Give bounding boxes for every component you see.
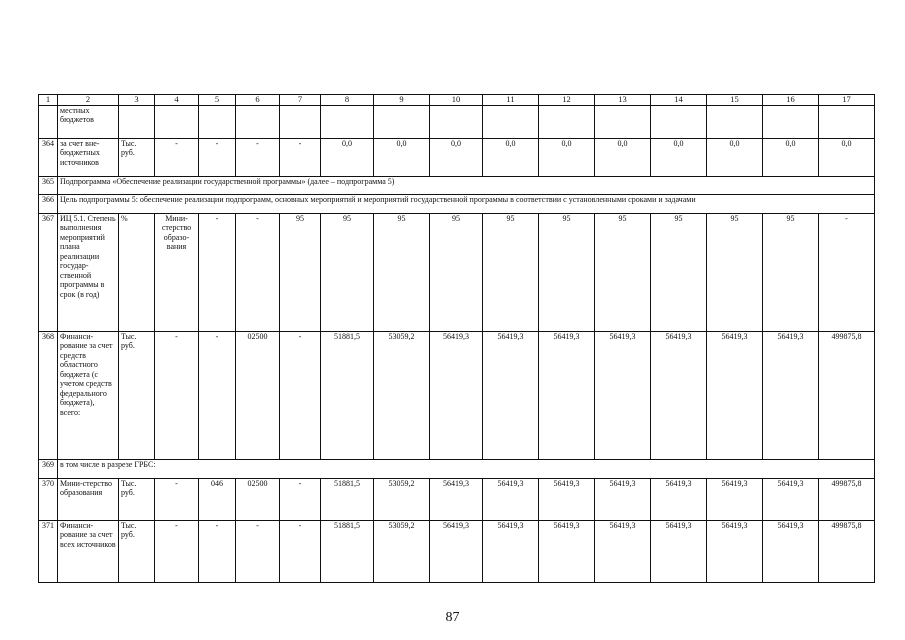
table-cell (374, 105, 430, 138)
row-number: 368 (39, 331, 58, 459)
table-cell: 0,0 (430, 138, 483, 176)
column-header: 2 (58, 95, 119, 106)
column-header: 12 (539, 95, 595, 106)
table-cell: 56419,3 (539, 520, 595, 582)
table-cell (236, 105, 280, 138)
table-cell: - (155, 520, 199, 582)
table-cell: 499875,8 (819, 520, 875, 582)
table-cell: % (119, 213, 155, 331)
table-cell: 95 (374, 213, 430, 331)
table-cell: 0,0 (763, 138, 819, 176)
table-cell: 56419,3 (707, 478, 763, 520)
section-heading: Подпрограмма «Обеспечение реализации государственной программы» (далее – подпрограмма 5) (58, 176, 875, 194)
table-cell: 95 (707, 213, 763, 331)
table-cell (199, 105, 236, 138)
row-number (39, 105, 58, 138)
column-header: 6 (236, 95, 280, 106)
table-cell: - (155, 478, 199, 520)
section-heading: в том числе в разрезе ГРБС: (58, 459, 875, 478)
table-cell: - (280, 331, 321, 459)
table-cell: 56419,3 (763, 520, 819, 582)
table-cell: 95 (321, 213, 374, 331)
indicator-name: ИЦ 5.1. Степень выполнения мероприятий плана реализации государ-ственной программы в срок (в год) (58, 213, 119, 331)
table-cell: 0,0 (651, 138, 707, 176)
column-header: 4 (155, 95, 199, 106)
table-cell: 51881,5 (321, 478, 374, 520)
table-row (39, 138, 875, 176)
data-table (38, 94, 875, 583)
table-cell (483, 105, 539, 138)
table-cell: 51881,5 (321, 331, 374, 459)
column-header: 15 (707, 95, 763, 106)
indicator-name: за счет вне-бюджетных источников (58, 138, 119, 176)
table-cell: 53059,2 (374, 331, 430, 459)
table-cell: 56419,3 (483, 478, 539, 520)
indicator-name: Финанси-рование за счет средств областного бюджета (с учетом средств федерального бюджета), всего: (58, 331, 119, 459)
column-header: 8 (321, 95, 374, 106)
table-row (39, 520, 875, 582)
table-cell: 02500 (236, 478, 280, 520)
table-cell: 95 (595, 213, 651, 331)
table-body (39, 95, 875, 583)
table-cell: Тыс. руб. (119, 520, 155, 582)
table-cell: 56419,3 (483, 520, 539, 582)
table-row (39, 105, 875, 138)
table-cell: - (236, 138, 280, 176)
row-number: 366 (39, 194, 58, 213)
indicator-name: Финанси-рование за счет всех источников (58, 520, 119, 582)
table-cell: - (819, 213, 875, 331)
row-number: 369 (39, 459, 58, 478)
table-row (39, 213, 875, 331)
table-cell: - (199, 331, 236, 459)
table-cell: 95 (430, 213, 483, 331)
table-cell (651, 105, 707, 138)
indicator-name: Мини-стерство образования (58, 478, 119, 520)
table-cell: 56419,3 (651, 520, 707, 582)
column-header: 17 (819, 95, 875, 106)
table-cell: 0,0 (707, 138, 763, 176)
table-cell: 95 (651, 213, 707, 331)
table-row (39, 194, 875, 213)
table-cell: 53059,2 (374, 478, 430, 520)
table-cell: 95 (483, 213, 539, 331)
table-cell: 95 (763, 213, 819, 331)
section-heading: Цель подпрограммы 5: обеспечение реализации подпрограмм, основных мероприятий и мероприятий государственной программы в соответствии с установленными сроками и задачами (58, 194, 875, 213)
table-cell: 046 (199, 478, 236, 520)
column-header: 13 (595, 95, 651, 106)
table-row (39, 459, 875, 478)
table-cell: 0,0 (321, 138, 374, 176)
table-cell (280, 105, 321, 138)
table-cell: 0,0 (539, 138, 595, 176)
table-cell: - (280, 478, 321, 520)
table-cell: 499875,8 (819, 478, 875, 520)
table-cell: 56419,3 (430, 478, 483, 520)
table-cell: 51881,5 (321, 520, 374, 582)
row-number: 365 (39, 176, 58, 194)
table-cell: 56419,3 (595, 331, 651, 459)
table-cell: 56419,3 (651, 478, 707, 520)
table-cell: 56419,3 (430, 331, 483, 459)
table-cell: 56419,3 (763, 331, 819, 459)
row-number: 364 (39, 138, 58, 176)
table-cell (321, 105, 374, 138)
table-cell: 56419,3 (430, 520, 483, 582)
column-header: 9 (374, 95, 430, 106)
table-cell: 56419,3 (707, 520, 763, 582)
table-cell: 499875,8 (819, 331, 875, 459)
table-cell: 0,0 (595, 138, 651, 176)
table-cell: 56419,3 (763, 478, 819, 520)
table-cell: 95 (539, 213, 595, 331)
table-cell (819, 105, 875, 138)
table-cell: - (199, 520, 236, 582)
page-number: 87 (445, 610, 460, 625)
table-cell: 0,0 (374, 138, 430, 176)
table-cell (763, 105, 819, 138)
column-header: 11 (483, 95, 539, 106)
row-number: 367 (39, 213, 58, 331)
table-cell (430, 105, 483, 138)
table-cell: Тыс. руб. (119, 331, 155, 459)
table-cell: - (199, 138, 236, 176)
table-cell: Мини-стерство образо-вания (155, 213, 199, 331)
row-number: 370 (39, 478, 58, 520)
table-cell: - (236, 520, 280, 582)
table-cell: - (199, 213, 236, 331)
table-cell: 02500 (236, 331, 280, 459)
table-cell: 56419,3 (539, 478, 595, 520)
column-header: 7 (280, 95, 321, 106)
table-cell: 56419,3 (595, 520, 651, 582)
row-number: 371 (39, 520, 58, 582)
table-cell: - (155, 331, 199, 459)
table-cell: 56419,3 (651, 331, 707, 459)
column-header: 10 (430, 95, 483, 106)
table-cell: - (236, 213, 280, 331)
table-cell (595, 105, 651, 138)
table-row (39, 478, 875, 520)
table-cell: 56419,3 (707, 331, 763, 459)
column-header: 14 (651, 95, 707, 106)
table-cell (707, 105, 763, 138)
header-row (39, 95, 875, 106)
table-cell: - (155, 138, 199, 176)
table-cell: 53059,2 (374, 520, 430, 582)
column-header: 3 (119, 95, 155, 106)
table-cell (539, 105, 595, 138)
column-header: 1 (39, 95, 58, 106)
column-header: 5 (199, 95, 236, 106)
table-cell (119, 105, 155, 138)
table-cell: - (280, 520, 321, 582)
table-cell: 95 (280, 213, 321, 331)
indicator-name: местных бюджетов (58, 105, 119, 138)
table-cell: 56419,3 (539, 331, 595, 459)
table-row (39, 331, 875, 459)
table-cell: Тыс. руб. (119, 138, 155, 176)
table-cell (155, 105, 199, 138)
table-cell: Тыс. руб. (119, 478, 155, 520)
table-cell: 0,0 (483, 138, 539, 176)
table-row (39, 176, 875, 194)
table-cell: 56419,3 (483, 331, 539, 459)
table-cell: - (280, 138, 321, 176)
table-cell: 56419,3 (595, 478, 651, 520)
column-header: 16 (763, 95, 819, 106)
table-cell: 0,0 (819, 138, 875, 176)
